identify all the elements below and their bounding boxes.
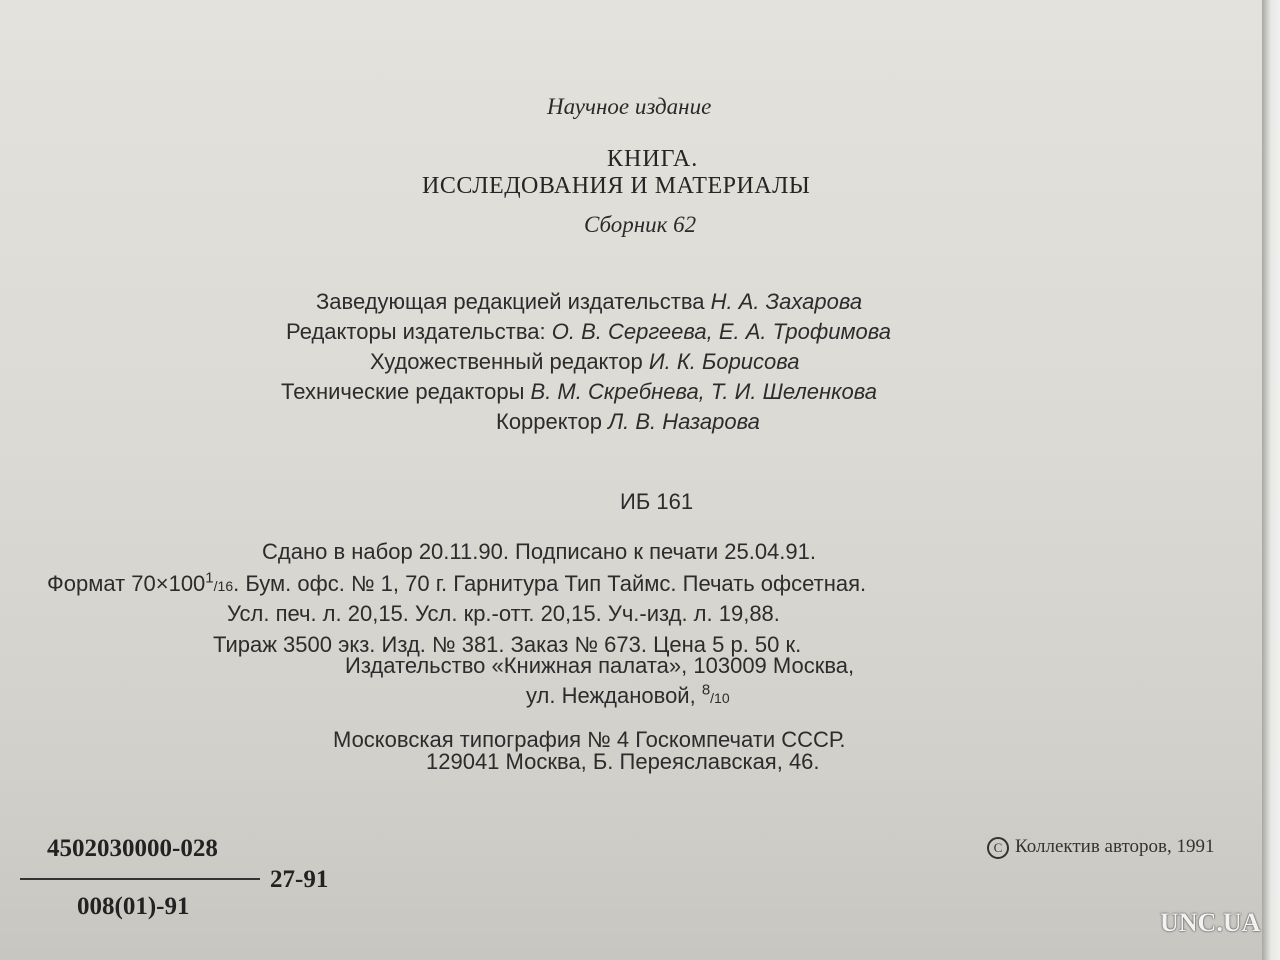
- show-through-text: [0, 790, 8, 824]
- credit-role: Редакторы издательства:: [286, 319, 546, 344]
- imprint-sheets: Усл. печ. л. 20,15. Усл. кр.-отт. 20,15. Уч.-изд. л. 19,88.: [227, 601, 780, 626]
- credit-names: И. К. Борисова: [648, 349, 800, 374]
- credit-names: Л. В. Назарова: [608, 409, 760, 434]
- credit-names: Н. А. Захарова: [710, 289, 863, 314]
- copyright-line: [987, 836, 1215, 859]
- format-superscript: 1: [205, 569, 214, 587]
- imprint-format: [47, 571, 866, 597]
- publisher-line-2: [526, 683, 730, 709]
- format-prefix: Формат 70×100: [47, 571, 206, 596]
- credit-role: Заведующая редакцией издательства: [316, 289, 705, 314]
- credit-line-1: [316, 289, 862, 315]
- imprint-run: Тираж 3500 экз. Изд. № 381. Заказ № 673. Цена 5 р. 50 к.: [213, 632, 802, 657]
- credit-line-2: [286, 319, 891, 345]
- credit-role: Корректор: [496, 409, 602, 434]
- copyright-text: Коллектив авторов, 1991: [1015, 836, 1215, 857]
- publisher-superscript: 8: [701, 681, 711, 699]
- collection-number: Сборник 62: [584, 212, 697, 237]
- edition-type: Научное издание: [547, 94, 712, 119]
- credit-role: Художественный редактор: [370, 349, 643, 374]
- credit-line-4: [281, 379, 877, 405]
- credit-names: О. В. Сергеева, Е. А. Трофимова: [551, 319, 892, 344]
- printer-line-2: 129041 Москва, Б. Переяславская, 46.: [426, 749, 820, 774]
- page-edge: [1262, 0, 1280, 960]
- book-title-line1: КНИГА.: [607, 146, 699, 172]
- credit-line-5: [496, 409, 760, 435]
- credit-role: Технические редакторы: [281, 379, 525, 404]
- fraction-divider: [20, 878, 260, 880]
- imprint-dates: Сдано в набор 20.11.90. Подписано к печати 25.04.91.: [262, 539, 816, 564]
- watermark-text: UNC.UA: [1160, 908, 1261, 937]
- publisher-street: ул. Неждановой,: [526, 683, 702, 708]
- ib-number: ИБ 161: [620, 489, 694, 514]
- printer-line-1: Московская типография № 4 Госкомпечати СССР.: [333, 727, 846, 752]
- watermark-logo: [1160, 908, 1260, 938]
- credit-names: В. М. Скребнева, Т. И. Шеленкова: [530, 379, 877, 404]
- publisher-line-1: Издательство «Книжная палата», 103009 Москва,: [345, 653, 855, 678]
- credit-line-3: [370, 349, 800, 375]
- classification-code-side: 27-91: [270, 866, 329, 893]
- copyright-icon: С: [987, 837, 1009, 859]
- classification-code-bottom: 008(01)-91: [77, 893, 190, 920]
- format-subscript: /16: [213, 578, 234, 594]
- classification-code-top: 4502030000-028: [47, 835, 218, 862]
- publisher-subscript: /10: [710, 690, 730, 706]
- format-rest: . Бум. офс. № 1, 70 г. Гарнитура Тип Таймс. Печать офсетная.: [233, 571, 867, 596]
- book-title-line2: ИССЛЕДОВАНИЯ И МАТЕРИАЛЫ: [422, 173, 811, 199]
